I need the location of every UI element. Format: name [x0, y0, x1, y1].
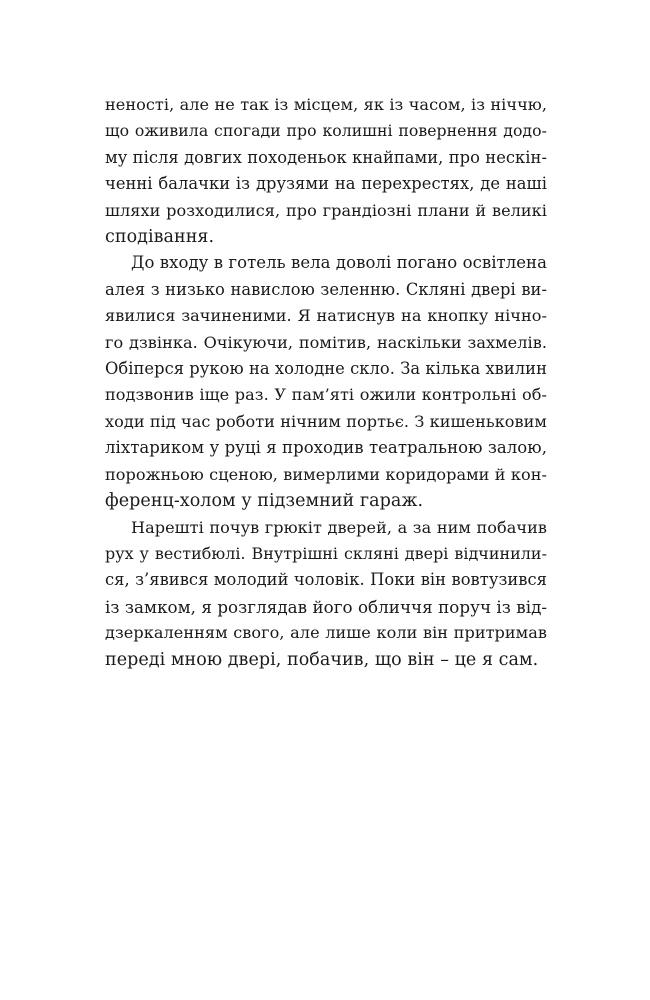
text-line: що оживила спогади про колишні повернення додо-	[105, 121, 547, 141]
text-line: рух у вестибюлі. Внутрішні скляні двері відчинили-	[105, 543, 547, 563]
text-line: Обіперся рукою на холодне скло. За кілька хвилин	[105, 359, 547, 379]
text-line: До входу в готель вела доволі погано освітлена	[131, 253, 547, 273]
text-line: ференц-холом у підземний гараж.	[105, 491, 424, 512]
text-line: ненoсті, але не так із місцем, як із часом, із ніччю,	[105, 95, 547, 114]
text-line: му після довгих походеньок кнайпами, про нескін-	[105, 147, 547, 167]
text-line: порожньою сценою, вимерлими коридорами й кон-	[105, 464, 547, 484]
text-line: подзвонив іще раз. У пам’яті ожили контрольні об-	[105, 385, 547, 405]
paragraph	[105, 92, 547, 250]
text-line: ліхтариком у руці я проходив театральною залою,	[105, 438, 547, 458]
paragraph	[105, 515, 547, 673]
text-line: ходи під час роботи нічним портьє. З кишеньковим	[105, 411, 547, 431]
text-line: алея з низько навислою зеленню. Скляні двері ви-	[105, 279, 547, 299]
text-line: явилися зачиненими. Я натиснув на кнопку нічно-	[105, 306, 547, 326]
text-line: ся, з’явився молодий чоловік. Поки він вовтузився	[105, 570, 547, 590]
text-line: із замком, я розглядав його обличчя поруч із від-	[105, 596, 547, 617]
text-line: дзеркаленням свого, але лише коли він притримав	[105, 623, 547, 643]
text-line: шляхи розходилися, про грандіозні плани й великі	[105, 200, 547, 220]
body-text	[105, 92, 547, 673]
text-line: го дзвінка. Очікуючи, помітив, наскільки захмелів.	[105, 332, 547, 352]
paragraph	[105, 250, 547, 514]
text-line: переді мною двері, побачив, що він – це я сам.	[105, 649, 539, 670]
text-line: ченні балачки із друзями на перехрестях, де наші	[105, 174, 547, 194]
text-line: сподівання.	[105, 227, 215, 248]
text-line: Нарешті почув грюкіт дверей, а за ним побачив	[131, 517, 547, 537]
